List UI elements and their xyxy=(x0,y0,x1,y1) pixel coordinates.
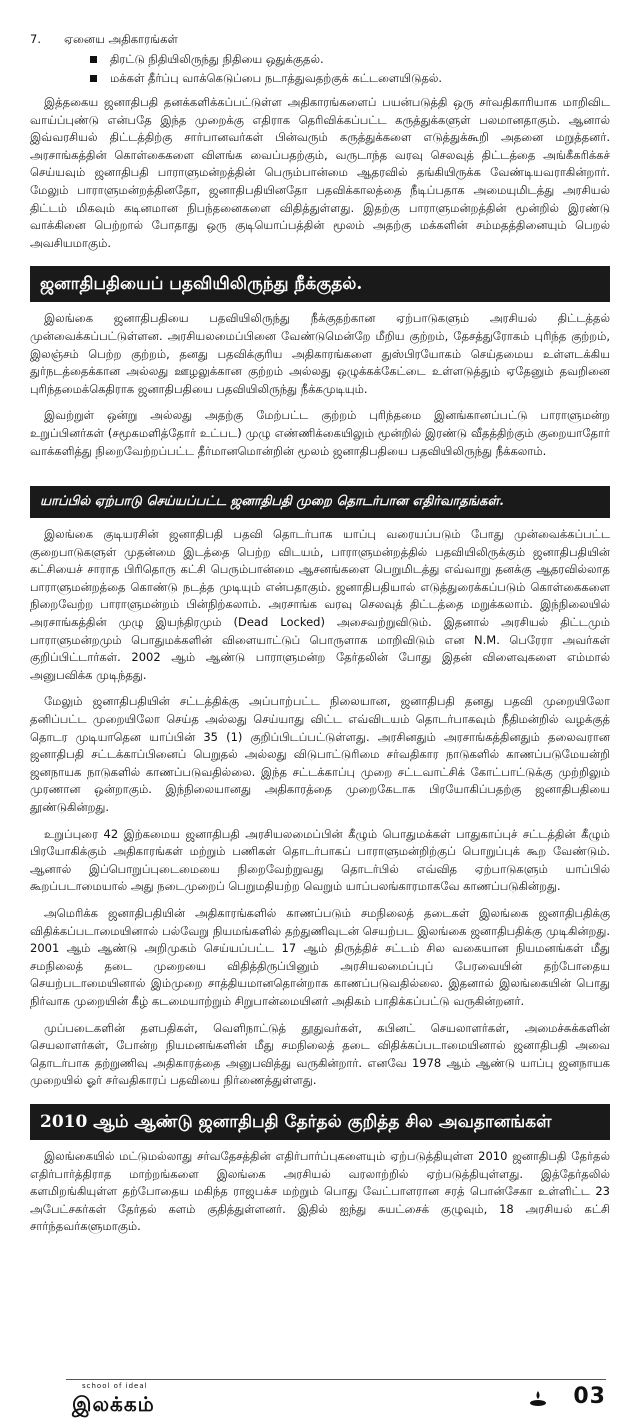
document-page xyxy=(30,30,610,1245)
section-number: 7. xyxy=(30,32,41,46)
paragraph: இத்தகைய ஜனாதிபதி தனக்களிக்கப்பட்டுள்ள அதிகாரங்களைப் பயன்படுத்தி ஒரு சர்வதிகாரியாக மாறிவிட வாய்ப்புண்டு என்பதே இந்த முறைக்கு எதிராக தெரிவிக்கப்பட்ட கருத்துக்களுள் பலமானதாகும். ஆனால் இவ்வரசியல் திட்டத்திற்கு சார்பானவர்கள் பின்வரும் கருத்துக்களை எடுத்துக்கூறி அதனை மறுத்தனர். அரசாங்கத்தின் கொள்கைகளை விளங்க வைப்பதற்கும், வருடாந்த வரவு செலவுத் திட்டத்தை அங்கீகரிக்கச் செய்யவும் ஜனாதிபதி பாராளுமன்றத்தின் பெரும்பான்மை ஆதரவில் தங்கியிருக்க வேண்டியவராகின்றார். மேலும் பாராளுமன்றத்தினதோ, ஜனாதிபதியினதோ பதவிக்காலத்தை நீடிப்பதாக அமையுமிடத்து அரசியல் திட்டம் மிகவும் கடினமான நிபந்தனைகளை விதித்துள்ளது. இதற்கு பாராளுமன்றத்தின் மூன்றில் இரண்டு வாக்கினை பெற்றால் போதாது ஒரு குடியொப்பத்தின் மூலம் அதற்கு மக்களின் சம்மதத்தினையும் பெறல் அவசியமாகும். xyxy=(30,95,610,250)
page-number: 03 xyxy=(573,1384,606,1409)
lamp-icon xyxy=(528,1388,548,1408)
paragraph: மேலும் ஜனாதிபதியின் சட்டத்திக்கு அப்பாற்பட்ட நிலையான, ஜனாதிபதி தனது பதவி முறையிலோ தனிப்பட்ட முறையிலோ செய்த அல்லது செய்யாது விட்ட எவ்விடயம் தொடர்பாகவும் நீதிமன்றில் வழக்குத் தொடர முடியாதென யாப்பின் 35 (1) குறிப்பிடப்பட்டுள்ளது. அரசினதும் அரசாங்கத்தினதும் தலைவரான ஜனாதிபதி சட்டக்காப்பினைப் பெறுதல் அல்லது விடுபாட்டுரிமை சர்வதிகார நாடுகளில் காணப்படுமேயன்றி ஜனநாயக நாடுகளில் காணப்படுவதில்லை. இந்த சட்டக்காப்பு முறை சட்டவாட்சிக் கோட்பாட்டுக்கு முற்றிலும் முரணான ஒன்றாகும். இந்நிலையானது அதிகாரத்தை முறைகேடாக பிரயோகிப்பதற்கு ஜனாதிபதியை தூண்டுகின்றது. xyxy=(30,694,610,814)
paragraph: முப்படைகளின் தளபதிகள், வெளிநாட்டுத் தூதுவர்கள், கபினட் செயலாளர்கள், அமைச்சுக்களின் செயலாளர்கள், போன்ற நியமனங்களின் மீது சமநிலைத் தடை விதிக்கப்படாமையினால் ஜனாதிபதி அவை தொடர்பாக தற்றுணிவு அதிகாரத்தை அனுபவித்து வருகின்றார். எனவே 1978 ஆம் ஆண்டு யாப்பு ஜனநாயக முறையில் ஓர் சர்வதிகாரப் பதவியை நிர்ணைத்துள்ளது. xyxy=(30,1020,610,1088)
section-title: ஏனைய அதிகாரங்கள் xyxy=(64,32,178,46)
square-bullet-icon xyxy=(90,56,97,63)
bullet-item xyxy=(90,69,610,88)
bullet-item xyxy=(90,50,610,69)
paragraph: இவற்றுள் ஒன்று அல்லது அதற்கு மேற்பட்ட குற்றம் புரிந்தமை இனங்கானப்பட்டு பாராளுமன்ற உறுப்பினர்கள் (சமூகமளித்தோர் உட்பட) முழு எண்ணிக்கையிலும் மூன்றில் இரண்டு வீதத்திற்கும் குறையாதோர் வாக்களித்து நிறைவேற்றப்பட்ட தீர்மானமொன்றின் மூலம் ஜனாதிபதியை பதவியிலிருந்து நீக்கலாம். xyxy=(30,408,610,458)
bullet-list xyxy=(90,50,610,88)
bullet-text: மக்கள் தீர்ப்பு வாக்கெடுப்பை நடாத்துவதற்குக் கட்டளையிடுதல். xyxy=(110,71,443,85)
magazine-logo xyxy=(66,1384,186,1414)
paragraph: இலங்கையில் மட்டுமல்லாது சர்வதேசத்தின் எதிர்பார்ப்புகளையும் ஏற்படுத்தியுள்ள 2010 ஜனாதிபதி தேர்தல் எதிர்பார்த்திராத மாற்றங்களை இலங்கை அரசியல் வரலாற்றில் ஏற்படுத்தியுள்ளது. இத்தேர்தலில் களமிறங்கியுள்ள தற்போதைய மகிந்த ராஜபக்ச மற்றும் பொது வேட்பாளரான சரத் பொன்சேகா உள்ளிட்ட 23 அபேட்சகர்கள் தேர்தல் களம் குதித்துள்ளனர். இதில் ஐந்து சுயட்சைக் குழுவும், 18 அரசியல் கட்சி சார்ந்தவர்களுமாகும். xyxy=(30,1148,610,1234)
paragraph: உறுப்புரை 42 இற்கமைய ஜனாதிபதி அரசியலமைப்பின் கீழும் பொதுமக்கள் பாதுகாப்புச் சட்டத்தின் கீழும் பிரயோகிக்கும் அதிகாரங்கள் மற்றும் பணிகள் தொடர்பாகப் பாராளுமன்றிற்குப் பொறுப்புக் கூற வேண்டும். ஆனால் இப்பொறுப்புடைமையை நிறைவேற்றுவது தொடர்பில் எவ்வித ஏற்பாடுகளும் யாப்பில் கூறப்படாமையால் அது நடைமுறைப் பெறுமதியற்ற வெறும் யாப்பலங்காரமாகவே காணப்படுகின்றது. xyxy=(30,826,610,894)
section-7-title-row xyxy=(30,30,610,48)
section-heading-2010: 2010 ஆம் ஆண்டு ஜனாதிபதி தேர்தல் குறித்த சில அவதானங்கள் xyxy=(30,1104,610,1140)
logo-tagline: school of ideal xyxy=(82,1382,148,1390)
logo-title: இலக்கம் xyxy=(72,1392,155,1416)
paragraph: இலங்கை குடியரசின் ஜனாதிபதி பதவி தொடர்பாக யாப்பு வரையப்படும் போது முன்வைக்கப்பட்ட குறைபாடுகளுள் முதன்மை இடத்தை பெற்ற விடயம், பாராளுமன்றத்தில் பதவியிலிருக்கும் ஜனாதிபதியின் கட்சியைச் சாராத பிரிதொரு கட்சி பெரும்பான்மை ஆசனங்களை பெறுமிடத்து எவ்வாறு தனக்கு ஆதரவில்லாத பாராளுமன்றத்தை கொண்டு நடத்த முடியும் என்பதாகும். ஜனாதிபதியால் எடுத்துரைக்கப்படும் கொள்கைகளை நிறைவேற்ற பாராளுமன்றம் பின்நிற்கலாம். அரசாங்க வரவு செலவுத் திட்டத்தை மறுக்கலாம். இந்நிலையில் அரசாங்கத்தின் முழு இயந்திரமும் (Dead Locked) அசைவற்றுவிடும். இதனால் அரசியல் திட்டமும் பாராளுமன்றமும் பொதுமக்களின் விளையாட்டுப் பொருளாக மாறிவிடும் என N.M. பெரேரா அவர்கள் குறிப்பிட்டார்கள். 2002 ஆம் ஆண்டு பாராளுமன்ற தேர்தலின் போது இதன் விளைவுகளை எம்மால் அனுபவிக்க முடிந்தது. xyxy=(30,527,610,682)
page-footer xyxy=(66,1379,606,1416)
section-heading-objections: யாப்பில் ஏற்பாடு செய்யப்பட்ட ஜனாதிபதி முறை தொடர்பான எதிர்வாதங்கள். xyxy=(30,486,610,518)
section-heading-removal: ஜனாதிபதியைப் பதவியிலிருந்து நீக்குதல். xyxy=(30,266,610,302)
paragraph: இலங்கை ஜனாதிபதியை பதவியிலிருந்து நீக்குதற்கான ஏற்பாடுகளும் அரசியல் திட்டத்தல் முன்வைக்கப்பட்டுள்ளன. அரசியலமைப்பினை வேண்டுமென்றே மீறிய குற்றம், தேசத்துரோகம் புரிந்த குற்றம், இலஞ்சம் பெற்ற குற்றம், தனது பதவிக்குரிய அதிகாரங்களை துஸ்பிரயோகம் செய்தமைய உள்ளடக்கிய துர்நடத்தைக்கான அல்லது ஊழலுக்கான குற்றம் அல்லது ஒழுக்கக்கேட்டை உள்ளடுத்தும் ஏதேனும் தவறினை புரிந்தமைக்கெதிராக ஜனாதிபதியை பதவியிலிருந்து நீக்கமுடியும். xyxy=(30,311,610,396)
square-bullet-icon xyxy=(90,75,97,82)
paragraph: அமெரிக்க ஜனாதிபதியின் அதிகாரங்களில் காணப்படும் சமநிலைத் தடைகள் இலங்கை ஜனாதிபதிக்கு விதிக்கப்படாமையினால் பல்வேறு நியமங்களில் தற்துணிவுடன் செயற்பட இலங்கை ஜனாதிபதிக்கு முடிகின்றது. 2001 ஆம் ஆண்டு அறிமுகம் செய்யப்பட்ட 17 ஆம் திருத்திச் சட்டம் சில வகையான நியமனங்கள் மீது சமநிலைத் தடை முறையை விதித்திருப்பினும் அரசியலமைப்புப் பேரவையின் தற்போதைய செயற்படாமையினால் இம்முறை சாத்தியமானதொன்றாக காணப்படுவதில்லை. இதனால் இலங்கையின் பொது நிர்வாக முறையின் கீழ் கடமையாற்றும் சிறுபான்மையினர் அதிகம் பாதிக்கப்பட்டு வருகின்றனர். xyxy=(30,905,610,1008)
bullet-text: திரட்டு நிதியிலிருந்து நிதியை ஒதுக்குதல். xyxy=(110,52,324,66)
